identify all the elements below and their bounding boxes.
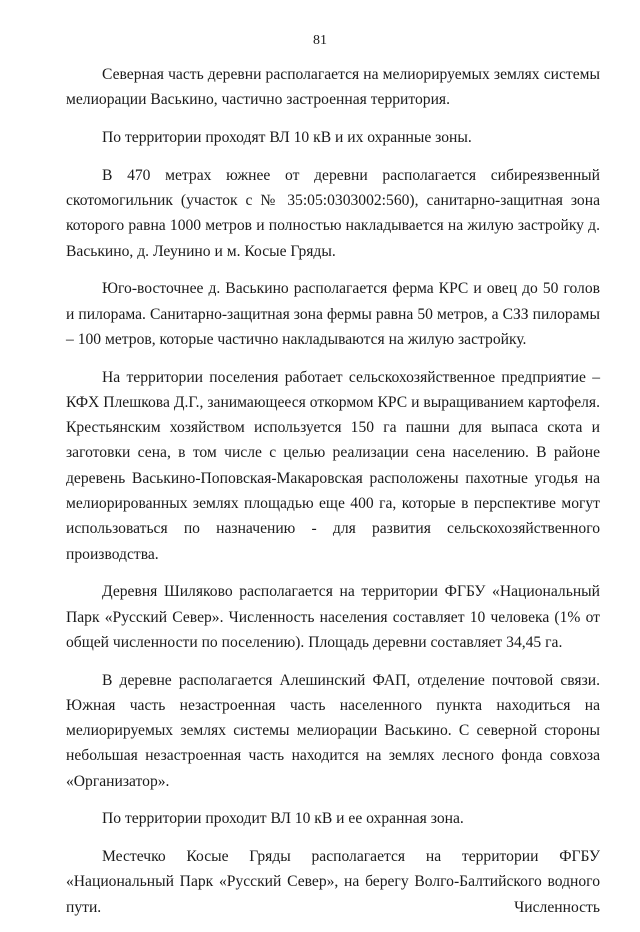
paragraph: Деревня Шиляково располагается на территории ФГБУ «Национальный Парк «Русский Север». Численность населения составляет 10 человека (1% от общей численности по поселению). Площадь деревни составляет 34,45 га. [66, 583, 600, 651]
paragraph: Северная часть деревни располагается на мелиорируемых землях системы мелиорации Васькино, частично застроенная территория. [66, 66, 600, 109]
paragraph: На территории поселения работает сельскохозяйственное предприятие – КФХ Плешкова Д.Г., занимающееся откормом КРС и выращиванием картофеля. Крестьянским хозяйством используется 150 га пашни для выпаса скота и заготовки сена, в том числе с целью реализации сена населению. В районе деревень Васькино-Поповская-Макаровская расположены пахотные угодья на мелиорированных землях площадью еще 400 га, которые в перспективе могут использоваться по назначению - для развития сельскохозяйственного производства. [66, 368, 600, 563]
paragraph: По территории проходят ВЛ 10 кВ и их охранные зоны. [102, 128, 472, 146]
paragraph: По территории проходит ВЛ 10 кВ и ее охранная зона. [102, 810, 464, 828]
paragraph: В деревне располагается Алешинский ФАП, отделение почтовой связи. Южная часть незастроенная часть населенного пункта находиться на мелиорируемых землях системы мелиорации Васькино. С северной стороны небольшая незастроенная часть находится на землях лесного фонда совхоза «Организатор». [66, 671, 600, 790]
body-text [66, 62, 600, 932]
paragraph: В 470 метрах южнее от деревни располагается сибиреязвенный скотомогильник (участок с № 35:05:0303002:560), санитарно-защитная зона которого равна 1000 метров и полностью накладывается на жилую застройку д. Васькино, д. Леунино и м. Косые Гряды. [66, 166, 600, 260]
paragraph: Юго-восточнее д. Васькино располагается ферма КРС и овец до 50 голов и пилорама. Санитарно-защитная зона фермы равна 50 метров, а СЗЗ пилорамы – 100 метров, которые частично накладываются на жилую застройку. [66, 280, 600, 348]
page-number: 81 [313, 33, 327, 48]
paragraph: Местечко Косые Гряды располагается на территории ФГБУ «Национальный Парк «Русский Север», на берегу Волго-Балтийского водного пути. Численность [66, 848, 600, 916]
